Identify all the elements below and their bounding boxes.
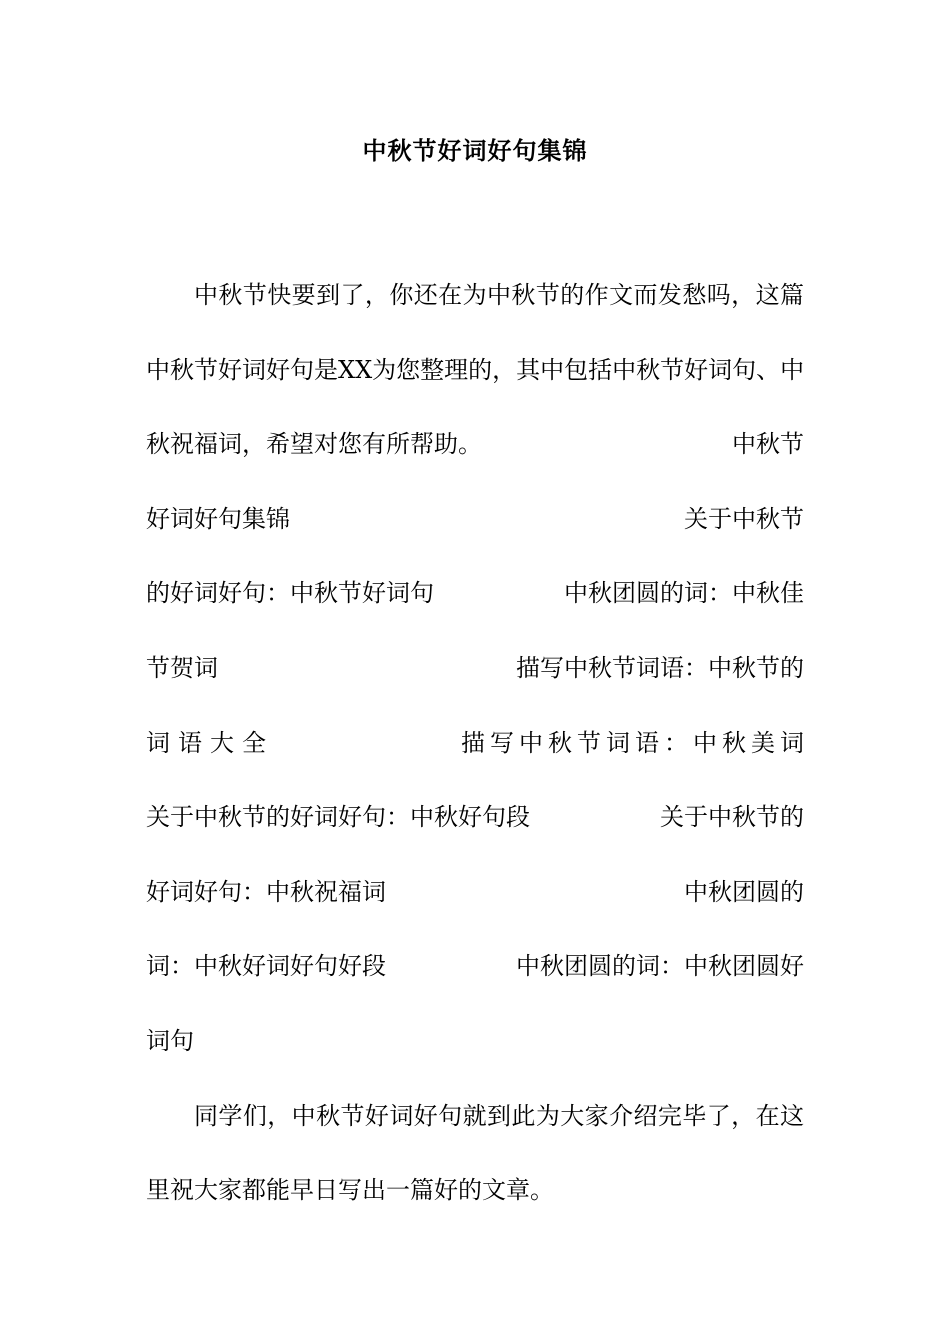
text-line-11 <box>146 1004 804 1079</box>
text-line-6-left: 节贺词 <box>146 653 218 682</box>
document-body <box>146 258 809 1228</box>
text-line-7-right: 描写中秋节词语：中秋美词 <box>461 728 809 757</box>
text-line-3 <box>146 407 804 482</box>
text-line-4-right: 关于中秋节 <box>684 504 804 533</box>
text-line-3-left: 秋祝福词，希望对您有所帮助。 <box>146 430 482 459</box>
text-line-2 <box>146 333 804 408</box>
text-line-13-left: 里祝大家都能早日写出一篇好的文章。 <box>146 1176 554 1205</box>
text-line-2-left: 中秋节好词好句是XX为您整理的，其中包括中秋节好词句、中 <box>146 355 805 384</box>
text-line-10 <box>146 929 804 1004</box>
text-line-9-right: 中秋团圆的 <box>684 877 804 906</box>
text-line-6 <box>146 631 804 706</box>
text-line-5-left: 的好词好句：中秋节好词句 <box>146 579 434 608</box>
text-line-10-right: 中秋团圆的词：中秋团圆好 <box>516 952 804 981</box>
text-line-11-left: 词句 <box>146 1026 194 1055</box>
text-line-9 <box>146 855 804 930</box>
document-title: 中秋节好词好句集锦 <box>362 136 588 165</box>
text-line-7-left: 词语大全 <box>146 728 274 757</box>
text-line-8-left: 关于中秋节的好词好句：中秋好句段 <box>146 803 530 832</box>
text-line-8 <box>146 780 804 855</box>
text-line-3-right: 中秋节 <box>732 430 804 459</box>
text-line-9-left: 好词好句：中秋祝福词 <box>146 877 386 906</box>
text-line-13 <box>146 1153 804 1228</box>
text-line-12-left: 同学们，中秋节好词好句就到此为大家介绍完毕了，在这 <box>194 1101 804 1130</box>
text-line-4 <box>146 482 804 557</box>
text-line-1-left: 中秋节快要到了，你还在为中秋节的作文而发愁吗，这篇 <box>194 281 804 309</box>
text-line-5-right: 中秋团圆的词：中秋佳 <box>564 579 804 608</box>
text-line-7 <box>146 706 809 781</box>
text-line-10-left: 词：中秋好词好句好段 <box>146 952 386 981</box>
text-line-12 <box>146 1079 804 1154</box>
text-line-1 <box>146 258 804 333</box>
text-line-5 <box>146 556 804 631</box>
text-line-8-right: 关于中秋节的 <box>660 803 804 832</box>
text-line-6-right: 描写中秋节词语：中秋节的 <box>516 653 804 682</box>
text-line-4-left: 好词好句集锦 <box>146 504 290 533</box>
